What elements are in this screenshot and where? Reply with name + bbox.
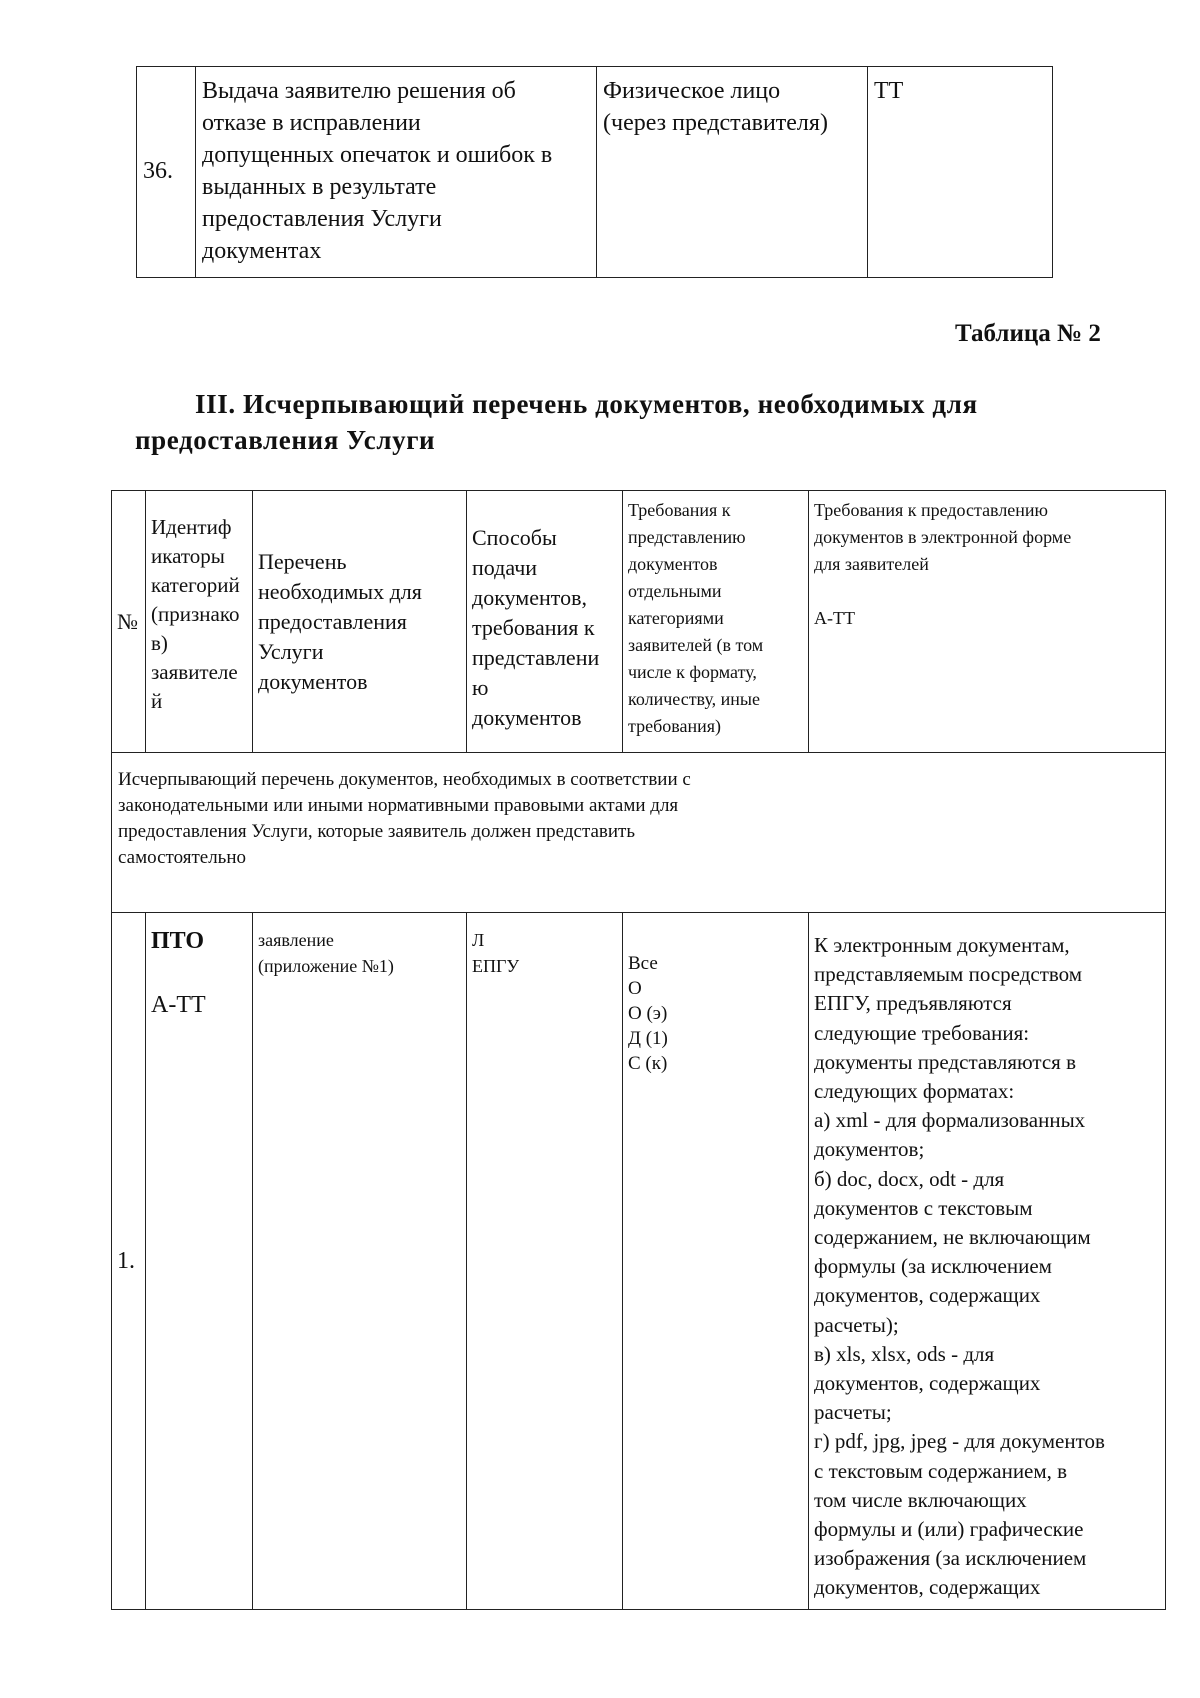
row-description: Выдача заявителю решения об отказе в исправлении допущенных опечаток и ошибок в выданных в результате предоставления Услуги документах [196, 67, 597, 278]
row-number: 36. [137, 67, 196, 278]
section-heading-line2: предоставления Услуги [135, 425, 436, 455]
table-row [137, 67, 1053, 278]
table-label: Таблица № 2 [955, 320, 1101, 347]
row-document: заявление (приложение №1) [253, 913, 467, 1610]
section-heading-line1: III. Исчерпывающий перечень документов, необходимых для [195, 389, 978, 419]
row-identifiers [146, 913, 253, 1610]
row-code: ТТ [868, 67, 1053, 278]
section-row [112, 753, 1166, 913]
row-electronic: К электронным документам, представляемым посредством ЕПГУ, предъявляются следующие требования: документы представляются в следующих форматах: а) xml - для формализованных документов; б) doc, docx, odt - для документов с текстовым содержанием, не включающим формулы (за исключением документов, содержащих расчеты); в) xls, xlsx, ods - для документов, содержащих расчеты; г) pdf, jpg, jpeg - для документов с текстовым содержанием, в том числе включающих формулы и (или) графические изображения (за исключением документов, содержащих [809, 913, 1166, 1610]
row-applicant: Физическое лицо (через представителя) [597, 67, 868, 278]
services-table [136, 66, 1053, 278]
table-header-row [112, 491, 1166, 753]
header-documents: Перечень необходимых для предоставления Услуги документов [253, 491, 467, 753]
documents-table [111, 490, 1166, 1610]
identifier-main: ПТО [151, 928, 205, 954]
header-requirements: Требования к представлению документов отдельными категориями заявителей (в том числе к формату, количеству, иные требования) [623, 491, 809, 753]
row-number: 1. [112, 913, 146, 1610]
header-methods: Способы подачи документов, требования к представлени ю документов [467, 491, 623, 753]
row-method: Л ЕПГУ [467, 913, 623, 1610]
table-row [112, 913, 1166, 1610]
identifier-sub: А-ТТ [151, 992, 206, 1018]
header-identifiers: Идентиф икаторы категорий (признако в) заявителе й [146, 491, 253, 753]
header-electronic: Требования к предоставлению документов в электронной форме для заявителей А-ТТ [809, 491, 1166, 753]
header-num: № [112, 491, 146, 753]
section-title: Исчерпывающий перечень документов, необходимых в соответствии с законодательными или иными нормативными правовыми актами для предоставления Услуги, которые заявитель должен представить самостоятельно [112, 753, 1166, 913]
row-requirements: Все О О (э) Д (1) С (к) [623, 913, 809, 1610]
section-heading [135, 386, 1035, 458]
